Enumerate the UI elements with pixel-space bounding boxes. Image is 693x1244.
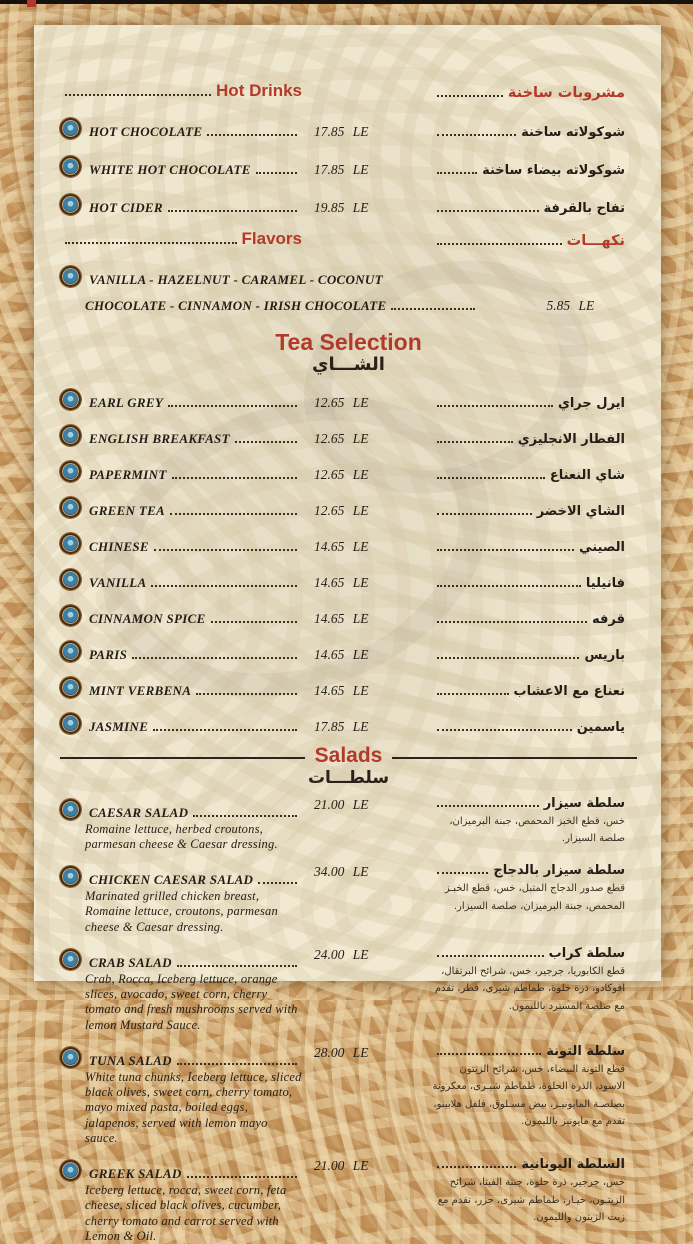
item-price: 14.65 LE xyxy=(314,682,369,698)
menu-content xyxy=(34,25,661,1244)
brand-badge-icon xyxy=(60,156,81,177)
brand-badge-icon xyxy=(60,425,81,446)
scan-artifact xyxy=(27,0,36,7)
menu-item-white-hot-chocolate xyxy=(60,153,637,178)
item-name-en: CHICKEN CAESAR SALAD xyxy=(89,872,254,888)
dotted-leader xyxy=(437,955,544,957)
dotted-leader xyxy=(168,405,297,407)
brand-badge-icon xyxy=(60,194,81,215)
section-title-tea-ar: الشـــاي xyxy=(312,354,385,376)
section-title-salads-en: Salads xyxy=(314,743,383,767)
item-name-en: WHITE HOT CHOCOLATE xyxy=(89,162,251,177)
item-name-en: HOT CIDER xyxy=(89,200,163,215)
item-name-ar: تفاح بالقرفة xyxy=(543,201,625,216)
item-description-ar: قطع صدور الدجاج المتبل، خس، قطع الخبـز المحمص، جبنة البرميزان، صلصة السيزار. xyxy=(444,883,625,912)
menu-item-caesar-salad xyxy=(60,796,637,853)
item-description-en: Iceberg lettuce, rocca, sweet corn, feta cheese, sliced black olives, cucumber, cherry tomato and carrot served with Lemon & Oil. xyxy=(85,1183,287,1243)
dotted-leader xyxy=(437,441,513,443)
item-name-ar: سلطة سيزار بالدجاج xyxy=(493,863,625,879)
item-price: 17.85 LE xyxy=(314,718,369,734)
brand-badge-icon xyxy=(60,461,81,482)
menu-item-paris xyxy=(60,638,637,663)
brand-badge-icon xyxy=(60,677,81,698)
dotted-leader xyxy=(437,172,477,174)
item-description-ar: خس، جرجير، ذرة حلوة، جبنة الفيتا، شرائح الزيتـون، خيـار، طماطم شيرى، جزر، تقدم مع زيت الزيتون والليمون. xyxy=(437,1177,625,1224)
item-name-en: CRAB SALAD xyxy=(89,954,172,970)
dotted-leader xyxy=(154,549,297,551)
section-title-salads-ar: سلطـــات xyxy=(307,767,390,788)
item-name-ar: شوكولاته بيضاء ساخنة xyxy=(482,163,625,178)
item-name-ar: قرفه xyxy=(592,611,625,627)
brand-badge-icon xyxy=(60,713,81,734)
item-price: 21.00 LE xyxy=(314,1158,369,1174)
dotted-leader xyxy=(177,1063,297,1065)
flavors-line-2 xyxy=(85,298,637,314)
item-description-en: Romaine lettuce, herbed croutons, parmesan cheese & Caesar dressing. xyxy=(85,821,278,851)
divider-line xyxy=(392,757,637,759)
brand-badge-icon xyxy=(60,389,81,410)
dotted-leader xyxy=(437,729,572,731)
item-name-en: CHINESE xyxy=(89,538,149,554)
item-name-en: GREEN TEA xyxy=(89,502,166,518)
section-title-flavors-en: Flavors xyxy=(241,229,302,248)
menu-item-mint-verbena xyxy=(60,674,637,699)
item-price: 34.00 LE xyxy=(314,864,369,880)
item-description-ar: قطع الكابوريا، جرجير، خس، شرائح البرتقال، افوكادو، ذرة حلوة، طماطم شيرى، فطر، تقدم مع صلصة المسترد بالليمون. xyxy=(434,965,625,1012)
dotted-leader xyxy=(177,965,297,967)
dotted-leader xyxy=(437,1053,541,1055)
dotted-leader xyxy=(437,513,532,515)
section-title-tea-en: Tea Selection xyxy=(275,329,422,355)
brand-badge-icon xyxy=(60,1047,81,1068)
brand-badge-icon xyxy=(60,605,81,626)
item-name-en: CAESAR SALAD xyxy=(89,804,189,820)
item-name-en: ENGLISH BREAKFAST xyxy=(89,430,230,446)
dotted-leader xyxy=(437,243,562,245)
section-header-tea xyxy=(60,330,637,376)
item-name-en: GREEK SALAD xyxy=(89,1166,182,1182)
dotted-leader xyxy=(187,1176,297,1178)
item-price: 14.65 LE xyxy=(314,610,369,626)
dotted-leader xyxy=(168,210,297,212)
flavors-price: 5.85 LE xyxy=(546,298,595,313)
item-name-ar: ياسمين xyxy=(576,719,625,735)
dotted-leader xyxy=(437,210,539,212)
item-name-ar: الشاي الاخضر xyxy=(536,503,625,519)
menu-item-tuna-salad xyxy=(60,1044,637,1146)
dotted-leader xyxy=(437,549,574,551)
item-price: 17.85 LE xyxy=(314,162,369,177)
section-header-hot-drinks xyxy=(60,81,637,101)
brand-badge-icon xyxy=(60,799,81,820)
brand-badge-icon xyxy=(60,497,81,518)
menu-item-jasmine xyxy=(60,710,637,735)
brand-badge-icon xyxy=(60,569,81,590)
section-header-salads xyxy=(60,743,637,770)
item-name-ar: شاي النعناع xyxy=(549,467,625,483)
dotted-leader xyxy=(437,585,581,587)
dotted-leader xyxy=(437,657,579,659)
scan-edge xyxy=(0,0,693,4)
item-name-ar: نعناع مع الاعشاب xyxy=(513,683,625,699)
dotted-leader xyxy=(437,805,539,807)
menu-item-green-tea xyxy=(60,494,637,519)
item-price: 21.00 LE xyxy=(314,796,369,812)
item-name-en: CINNAMON SPICE xyxy=(89,610,206,626)
item-price: 12.65 LE xyxy=(314,466,369,482)
item-name-ar: الصيني xyxy=(579,539,625,555)
brand-badge-icon xyxy=(60,1160,81,1181)
dotted-leader xyxy=(437,693,509,695)
section-title-hot-drinks-ar: مشروبات ساخنة xyxy=(507,85,625,101)
divider-line xyxy=(60,757,305,759)
dotted-leader xyxy=(437,1166,516,1168)
section-title-flavors-ar: نكهـــات xyxy=(566,233,625,249)
item-price: 12.65 LE xyxy=(314,430,369,446)
dotted-leader xyxy=(235,441,297,443)
item-description-en: Marinated grilled chicken breast, Romaine lettuce, croutons, parmesan cheese & Caesar dressing. xyxy=(85,889,278,934)
dotted-leader xyxy=(391,308,475,310)
menu-item-cinnamon-spice xyxy=(60,602,637,627)
dotted-leader xyxy=(172,477,297,479)
dotted-leader xyxy=(211,621,297,623)
item-price: 14.65 LE xyxy=(314,646,369,662)
dotted-leader xyxy=(437,134,516,136)
item-name-ar: شوكولاته ساخنة xyxy=(521,125,625,140)
menu-item-english-breakfast xyxy=(60,422,637,447)
item-name-en: HOT CHOCOLATE xyxy=(89,124,203,139)
dotted-leader xyxy=(437,477,545,479)
dotted-leader xyxy=(437,621,587,623)
item-name-ar: ايرل جراي xyxy=(557,395,625,411)
item-price: 19.85 LE xyxy=(314,200,369,215)
flavors-line-1 xyxy=(60,263,637,288)
brand-badge-icon xyxy=(60,266,81,287)
item-name-ar: السلطة اليونانية xyxy=(521,1157,625,1173)
item-description-ar: قطع التونة البيضاء، خس، شرائح الزيتون الاسود، الذرة الحلوة، طماطم شيـرى، معكرونة بصلصـة المايونيـز، بيض مسـلوق، فلفل هلابينو، تقدم مع مايونيز بالليمون. xyxy=(432,1063,625,1128)
menu-item-hot-chocolate xyxy=(60,115,637,140)
item-name-ar: باريس xyxy=(584,647,625,663)
item-name-ar: سلطة كراب xyxy=(548,945,625,961)
item-name-ar: فانيليا xyxy=(585,575,625,591)
brand-badge-icon xyxy=(60,949,81,970)
item-name-ar: سلطة التونة xyxy=(546,1043,625,1059)
dotted-leader xyxy=(151,585,297,587)
menu-page xyxy=(34,25,661,1243)
menu-item-hot-cider xyxy=(60,191,637,216)
item-price: 14.65 LE xyxy=(314,538,369,554)
item-name-en: JASMINE xyxy=(89,718,149,734)
dotted-leader xyxy=(196,693,297,695)
brand-badge-icon xyxy=(60,641,81,662)
item-price: 24.00 LE xyxy=(314,946,369,962)
brand-badge-icon xyxy=(60,533,81,554)
section-title-hot-drinks-en: Hot Drinks xyxy=(216,81,302,100)
dotted-leader xyxy=(258,882,297,884)
item-name-en: PAPERMINT xyxy=(89,466,167,482)
section-header-flavors xyxy=(60,229,637,249)
item-price: 12.65 LE xyxy=(314,394,369,410)
item-name-ar: سلطة سيزار xyxy=(543,795,625,811)
item-price: 28.00 LE xyxy=(314,1044,369,1060)
dotted-leader xyxy=(437,95,503,97)
item-name-en: VANILLA xyxy=(89,574,147,590)
flavors-text: VANILLA - HAZELNUT - CARAMEL - COCONUT xyxy=(89,272,383,287)
brand-badge-icon xyxy=(60,866,81,887)
item-description-en: Crab, Rocca, Iceberg lettuce, orange slices, avocado, sweet corn, cherry tomato and fresh mushrooms served with lemon Mustard Sauce. xyxy=(85,971,298,1032)
menu-item-chinese xyxy=(60,530,637,555)
item-description-en: White tuna chunks, Iceberg lettuce, sliced black olives, sweet corn, cherry tomato, mayo mixed pasta, boiled eggs, jalapenos, served with lemon mayo sauce. xyxy=(85,1069,302,1145)
item-name-en: PARIS xyxy=(89,646,128,662)
menu-item-chicken-caesar-salad xyxy=(60,863,637,935)
item-price: 14.65 LE xyxy=(314,574,369,590)
menu-item-vanilla-tea xyxy=(60,566,637,591)
menu-item-earl-grey xyxy=(60,386,637,411)
menu-item-crab-salad xyxy=(60,946,637,1033)
dotted-leader xyxy=(256,172,297,174)
menu-item-greek-salad xyxy=(60,1157,637,1244)
flavors-text: CHOCOLATE - CINNAMON - IRISH CHOCOLATE xyxy=(85,298,387,313)
dotted-leader xyxy=(65,94,211,96)
dotted-leader xyxy=(207,134,297,136)
item-name-en: MINT VERBENA xyxy=(89,682,192,698)
menu-item-papermint xyxy=(60,458,637,483)
item-name-ar: الفطار الانجليزي xyxy=(517,431,625,447)
dotted-leader xyxy=(132,657,297,659)
dotted-leader xyxy=(153,729,297,731)
item-name-en: EARL GREY xyxy=(89,394,164,410)
item-price: 17.85 LE xyxy=(314,124,369,139)
item-description-ar: خس، قطع الخبز المحمص، جبنة البرميزان، صلصة السيزار. xyxy=(449,815,625,845)
item-name-en: TUNA SALAD xyxy=(89,1052,172,1068)
dotted-leader xyxy=(170,513,297,515)
dotted-leader xyxy=(193,815,297,817)
brand-badge-icon xyxy=(60,118,81,139)
item-price: 12.65 LE xyxy=(314,502,369,518)
dotted-leader xyxy=(437,872,488,874)
dotted-leader xyxy=(437,405,553,407)
dotted-leader xyxy=(65,242,237,244)
